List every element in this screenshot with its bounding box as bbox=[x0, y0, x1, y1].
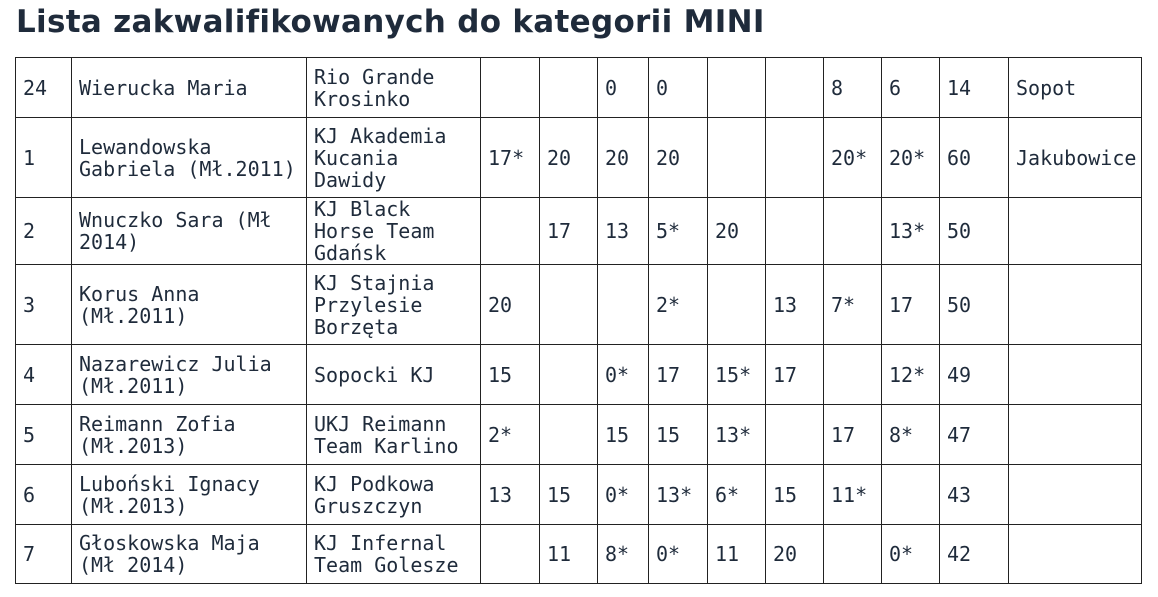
score-cell: 13 bbox=[598, 198, 649, 265]
score-cell: 15* bbox=[708, 345, 766, 405]
rider-name-cell: Głoskowska Maja (Mł 2014) bbox=[72, 525, 307, 584]
score-cell bbox=[766, 118, 824, 198]
score-cell: 2* bbox=[481, 405, 540, 465]
score-cell: 11 bbox=[540, 525, 598, 584]
score-cell: 20 bbox=[766, 525, 824, 584]
table-row bbox=[16, 198, 1142, 265]
start-number-cell: 7 bbox=[16, 525, 72, 584]
score-cell: 0* bbox=[649, 525, 708, 584]
table-row bbox=[16, 118, 1142, 198]
club-cell: KJ Akademia Kucania Dawidy bbox=[307, 118, 481, 198]
score-cell: 13* bbox=[708, 405, 766, 465]
score-cell: 13* bbox=[882, 198, 940, 265]
club-cell: Sopocki KJ bbox=[307, 345, 481, 405]
rider-name-cell: Wierucka Maria bbox=[72, 58, 307, 118]
score-cell: 17 bbox=[882, 265, 940, 345]
score-cell: 20* bbox=[824, 118, 882, 198]
score-cell: 6* bbox=[708, 465, 766, 525]
score-cell bbox=[708, 58, 766, 118]
score-cell bbox=[766, 58, 824, 118]
start-number-cell: 1 bbox=[16, 118, 72, 198]
location-cell bbox=[1009, 265, 1142, 345]
total-cell: 50 bbox=[940, 265, 1009, 345]
score-cell bbox=[481, 58, 540, 118]
table-row bbox=[16, 58, 1142, 118]
score-cell bbox=[540, 265, 598, 345]
score-cell: 11* bbox=[824, 465, 882, 525]
score-cell: 15 bbox=[766, 465, 824, 525]
score-cell bbox=[824, 345, 882, 405]
score-cell: 15 bbox=[481, 345, 540, 405]
score-cell: 0 bbox=[598, 58, 649, 118]
score-cell: 17 bbox=[649, 345, 708, 405]
score-cell: 7* bbox=[824, 265, 882, 345]
score-cell: 2* bbox=[649, 265, 708, 345]
rider-name-cell: Lewandowska Gabriela (Mł.2011) bbox=[72, 118, 307, 198]
start-number-cell: 2 bbox=[16, 198, 72, 265]
score-cell: 20 bbox=[708, 198, 766, 265]
score-cell bbox=[481, 525, 540, 584]
score-cell: 8* bbox=[598, 525, 649, 584]
page-title: Lista zakwalifikowanych do kategorii MINI bbox=[16, 4, 765, 40]
score-cell bbox=[824, 525, 882, 584]
score-cell: 20 bbox=[481, 265, 540, 345]
score-cell bbox=[540, 345, 598, 405]
table-row bbox=[16, 525, 1142, 584]
club-cell: UKJ Reimann Team Karlino bbox=[307, 405, 481, 465]
total-cell: 43 bbox=[940, 465, 1009, 525]
rider-name-cell: Reimann Zofia (Mł.2013) bbox=[72, 405, 307, 465]
score-cell: 20 bbox=[649, 118, 708, 198]
score-cell: 17 bbox=[824, 405, 882, 465]
club-cell: KJ Podkowa Gruszczyn bbox=[307, 465, 481, 525]
table-row bbox=[16, 265, 1142, 345]
score-cell: 13* bbox=[649, 465, 708, 525]
score-cell: 12* bbox=[882, 345, 940, 405]
score-cell: 17* bbox=[481, 118, 540, 198]
score-cell bbox=[824, 198, 882, 265]
score-cell bbox=[598, 265, 649, 345]
score-cell: 8 bbox=[824, 58, 882, 118]
table-row bbox=[16, 405, 1142, 465]
score-cell: 0* bbox=[598, 465, 649, 525]
total-cell: 60 bbox=[940, 118, 1009, 198]
score-cell: 13 bbox=[766, 265, 824, 345]
score-cell: 15 bbox=[540, 465, 598, 525]
score-cell: 17 bbox=[766, 345, 824, 405]
score-cell: 20 bbox=[540, 118, 598, 198]
start-number-cell: 24 bbox=[16, 58, 72, 118]
score-cell bbox=[708, 265, 766, 345]
location-cell bbox=[1009, 345, 1142, 405]
score-cell: 15 bbox=[649, 405, 708, 465]
location-cell bbox=[1009, 525, 1142, 584]
score-cell: 0* bbox=[598, 345, 649, 405]
score-cell bbox=[540, 405, 598, 465]
score-cell: 0* bbox=[882, 525, 940, 584]
start-number-cell: 6 bbox=[16, 465, 72, 525]
score-cell: 20* bbox=[882, 118, 940, 198]
score-cell: 8* bbox=[882, 405, 940, 465]
score-cell bbox=[766, 405, 824, 465]
start-number-cell: 5 bbox=[16, 405, 72, 465]
total-cell: 49 bbox=[940, 345, 1009, 405]
club-cell: KJ Black Horse Team Gdańsk bbox=[307, 198, 481, 265]
score-cell: 15 bbox=[598, 405, 649, 465]
club-cell: KJ Stajnia Przylesie Borzęta bbox=[307, 265, 481, 345]
club-cell: Rio Grande Krosinko bbox=[307, 58, 481, 118]
score-cell: 20 bbox=[598, 118, 649, 198]
total-cell: 14 bbox=[940, 58, 1009, 118]
score-cell bbox=[882, 465, 940, 525]
location-cell bbox=[1009, 465, 1142, 525]
total-cell: 50 bbox=[940, 198, 1009, 265]
table-row bbox=[16, 345, 1142, 405]
total-cell: 42 bbox=[940, 525, 1009, 584]
rider-name-cell: Nazarewicz Julia (Mł.2011) bbox=[72, 345, 307, 405]
results-table bbox=[15, 57, 1142, 584]
score-cell bbox=[481, 198, 540, 265]
location-cell: Sopot bbox=[1009, 58, 1142, 118]
score-cell: 11 bbox=[708, 525, 766, 584]
score-cell bbox=[540, 58, 598, 118]
location-cell: Jakubowice bbox=[1009, 118, 1142, 198]
score-cell bbox=[766, 198, 824, 265]
start-number-cell: 4 bbox=[16, 345, 72, 405]
score-cell: 0 bbox=[649, 58, 708, 118]
score-cell bbox=[708, 118, 766, 198]
club-cell: KJ Infernal Team Golesze bbox=[307, 525, 481, 584]
score-cell: 6 bbox=[882, 58, 940, 118]
score-cell: 5* bbox=[649, 198, 708, 265]
score-cell: 13 bbox=[481, 465, 540, 525]
total-cell: 47 bbox=[940, 405, 1009, 465]
rider-name-cell: Wnuczko Sara (Mł 2014) bbox=[72, 198, 307, 265]
rider-name-cell: Luboński Ignacy (Mł.2013) bbox=[72, 465, 307, 525]
start-number-cell: 3 bbox=[16, 265, 72, 345]
rider-name-cell: Korus Anna (Mł.2011) bbox=[72, 265, 307, 345]
table-row bbox=[16, 465, 1142, 525]
location-cell bbox=[1009, 405, 1142, 465]
score-cell: 17 bbox=[540, 198, 598, 265]
location-cell bbox=[1009, 198, 1142, 265]
